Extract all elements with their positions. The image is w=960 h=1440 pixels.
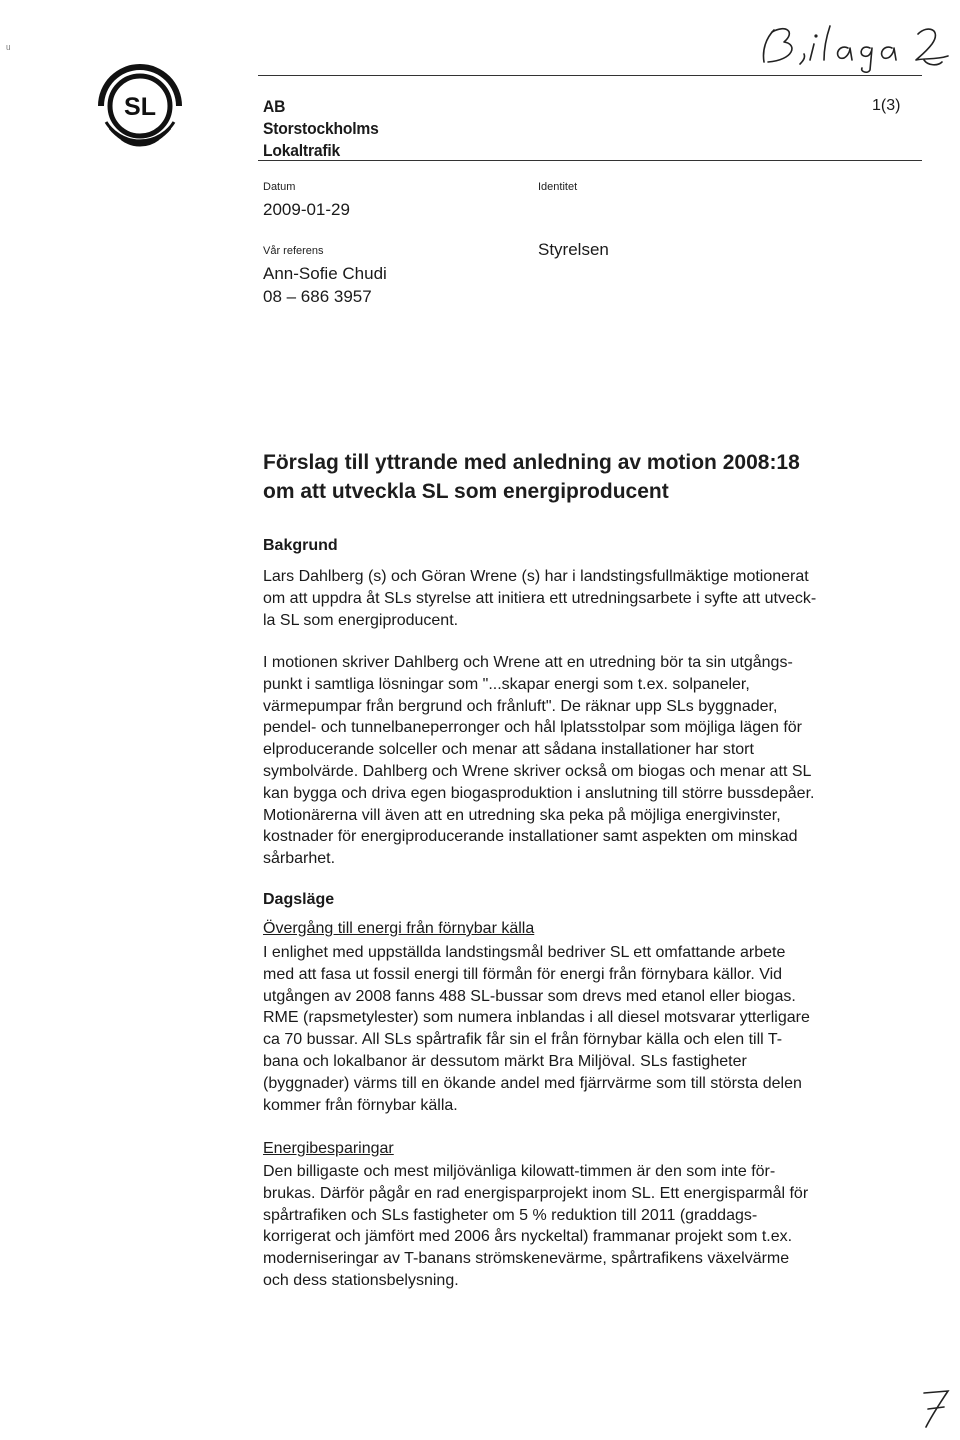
text-line: pendel- och tunnelbaneperronger och hål lplatsstolpar som möjliga lägen för: [263, 719, 802, 737]
text-line: Lars Dahlberg (s) och Göran Wrene (s) har i landstingsfullmäktige motionerat: [263, 568, 809, 585]
text-line: spårtrafiken och SLs fastigheter om 5 % reduktion till 2011 (graddags-: [263, 1206, 758, 1224]
text-line: la SL som energiproducent.: [263, 611, 459, 629]
text-line: kan bygga och driva egen biogasproduktion i anslutning till större bussdepåer.: [263, 784, 815, 802]
subheading-overgang: Övergång till energi från förnybar källa: [263, 920, 535, 937]
recipient: Styrelsen: [538, 240, 609, 259]
date-label: Datum: [263, 181, 296, 193]
sl-logo: [96, 62, 184, 150]
text-line: punkt i samtliga lösningar som "...skapar energi som t.ex. solpaneler,: [263, 675, 750, 693]
text-line: Den billigaste och mest miljövänliga kilowatt-timmen är den som inte för-: [263, 1163, 776, 1180]
title-line: om att utveckla SL som energiproducent: [263, 480, 669, 503]
text-line: korrigerat och jämfört med 2006 års nyckeltal) frammanar projekt som t.ex.: [263, 1228, 793, 1246]
text-line: värmepumpar från bergrund och frånluft". De räknar upp SLs byggnader,: [263, 697, 778, 715]
text-line: symbolvärde. Dahlberg och Wrene skriver också om biogas och menar att SL: [263, 762, 812, 780]
section-heading-dagslage: Dagsläge: [263, 891, 335, 908]
identity-label: Identitet: [538, 181, 578, 193]
company-name: [263, 96, 389, 162]
logo-text: SL: [124, 93, 156, 121]
text-line: och dess stationsbelysning.: [263, 1271, 459, 1289]
reference-phone: 08 – 686 3957: [263, 287, 372, 306]
text-line: med att fasa ut fossil energi till förmån för energi från förnybara källor. Vid: [263, 965, 783, 983]
handwritten-page-number: [918, 1385, 952, 1429]
document-title: [263, 448, 923, 506]
reference-name: Ann-Sofie Chudi: [263, 264, 387, 283]
text-line: sårbarhet.: [263, 850, 336, 868]
text-line: kostnader för energiproducerande installationer samt aspekten om minskad: [263, 828, 798, 846]
overgang-paragraph: [263, 942, 933, 1116]
bakgrund-paragraph-1: [263, 566, 933, 631]
subheading-energibesparingar: Energibesparingar: [263, 1140, 394, 1157]
title-line: Förslag till yttrande med anledning av motion 2008:18: [263, 451, 800, 474]
company-line: Lokaltrafik: [263, 141, 341, 160]
text-line: bana och lokalbanor är dessutom märkt Bra Miljöval. SLs fastigheter: [263, 1052, 747, 1070]
text-line: om att uppdra åt SLs styrelse att initiera ett utredningsarbete i syfte att utveck-: [263, 589, 817, 607]
section-heading-bakgrund: Bakgrund: [263, 537, 338, 554]
text-line: Motionärerna vill även att en utredning ska peka på möjliga energivinster,: [263, 806, 781, 824]
header-rule-top: [258, 75, 922, 76]
text-line: utgången av 2008 fanns 488 SL-bussar som drevs med etanol eller biogas.: [263, 987, 796, 1005]
page-count: 1(3): [872, 97, 901, 114]
text-line: brukas. Därför pågår en rad energisparprojekt inom SL. Ett energisparmål för: [263, 1184, 809, 1202]
company-line: AB: [263, 97, 286, 116]
text-line: (byggnader) värms till en ökande andel med fjärrvärme som till största delen: [263, 1074, 802, 1092]
text-line: I motionen skriver Dahlberg och Wrene att en utredning bör ta sin utgångs-: [263, 654, 793, 671]
energibesparingar-paragraph: [263, 1161, 933, 1292]
handwritten-note: [752, 18, 952, 74]
corner-mark: ᵤ: [6, 38, 11, 52]
text-line: I enlighet med uppställda landstingsmål bedriver SL ett omfattande arbete: [263, 944, 786, 961]
reference-label: Vår referens: [263, 245, 324, 257]
text-line: ca 70 bussar. All SLs spårtrafik får sin el från förnybar källa och elen till T-: [263, 1031, 783, 1049]
date-value: 2009-01-29: [263, 200, 350, 219]
bakgrund-paragraph-2: [263, 652, 933, 870]
text-line: moderniseringar av T-banans strömskenevärme, spårtrafikens växelvärme: [263, 1250, 790, 1268]
text-line: RME (rapsmetylester) som numera inblandas i all diesel motsvarar ytterligare: [263, 1009, 810, 1027]
text-line: kommer från förnybar källa.: [263, 1096, 458, 1114]
text-line: elproducerande solceller och menar att sådana installationer har stort: [263, 741, 754, 759]
company-line: Storstockholms: [263, 119, 379, 138]
